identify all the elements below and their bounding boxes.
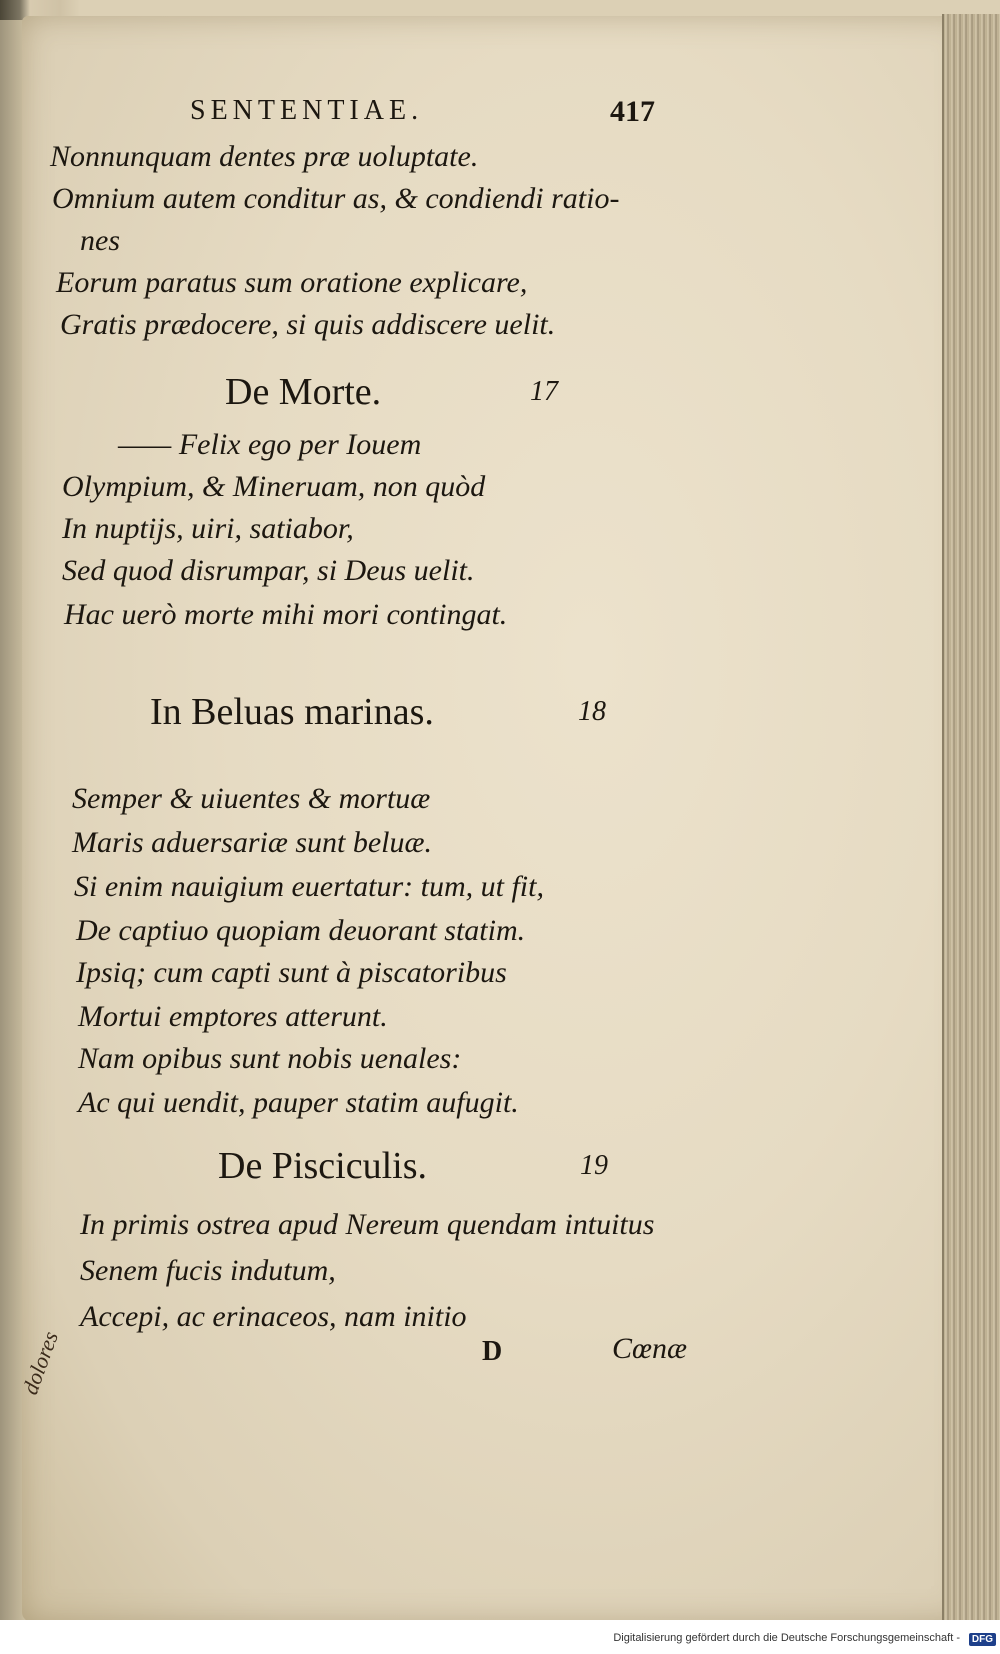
section-number: 18 — [578, 696, 606, 727]
running-title: SENTENTIAE. — [190, 95, 424, 126]
verse-line: Semper & uiuentes & mortuæ — [72, 782, 431, 815]
verse-line: Sed quod disrumpar, si Deus uelit. — [62, 554, 475, 587]
verse-line: Omnium autem conditur as, & condiendi ratio- — [52, 182, 620, 215]
book-page — [22, 16, 967, 1622]
verse-line: In primis ostrea apud Nereum quendam intuitus — [80, 1208, 655, 1241]
verse-line: Mortui emptores atterunt. — [78, 1000, 388, 1033]
verse-line: Si enim nauigium euertatur: tum, ut fit, — [74, 870, 544, 903]
verse-line: In nuptijs, uiri, satiabor, — [62, 512, 354, 545]
verse-line: Eorum paratus sum oratione explicare, — [56, 266, 528, 299]
verse-line: Nam opibus sunt nobis uenales: — [78, 1042, 462, 1075]
section-number: 17 — [530, 376, 558, 407]
section-number: 19 — [580, 1150, 608, 1181]
verse-line: Accepi, ac erinaceos, nam initio — [80, 1300, 467, 1333]
verse-line: Senem fucis indutum, — [80, 1254, 336, 1287]
page-number: 417 — [610, 95, 655, 128]
credit-bar — [0, 1620, 1000, 1654]
verse-line: nes — [80, 224, 120, 257]
page-edges-right — [942, 14, 1000, 1624]
verse-line: Ac qui uendit, pauper statim aufugit. — [78, 1086, 519, 1119]
dfg-logo: DFG — [969, 1633, 996, 1646]
verse-line: Ipsiq; cum capti sunt à piscatoribus — [76, 956, 507, 989]
verse-line: Hac uerò morte mihi mori contingat. — [64, 598, 508, 631]
verse-line: Olympium, & Mineruam, non quòd — [62, 470, 486, 503]
verse-line: Nonnunquam dentes præ uoluptate. — [50, 140, 479, 173]
margin-annotation: dolores — [17, 1327, 64, 1398]
catchword: Cœnæ — [612, 1332, 688, 1365]
section-heading: De Morte. — [225, 371, 382, 413]
verse-line: Gratis prædocere, si quis addiscere uelit. — [60, 308, 556, 341]
verse-line: Maris aduersariæ sunt beluæ. — [72, 826, 433, 859]
verse-line: —— Felix ego per Iouem — [118, 428, 422, 461]
credit-text: Digitalisierung gefördert durch die Deutsche Forschungsgemeinschaft - — [613, 1632, 960, 1644]
section-heading: De Pisciculis. — [218, 1145, 427, 1187]
verse-line: De captiuo quopiam deuorant statim. — [76, 914, 526, 947]
signature-mark: D — [482, 1336, 503, 1367]
section-heading: In Beluas marinas. — [150, 691, 434, 733]
